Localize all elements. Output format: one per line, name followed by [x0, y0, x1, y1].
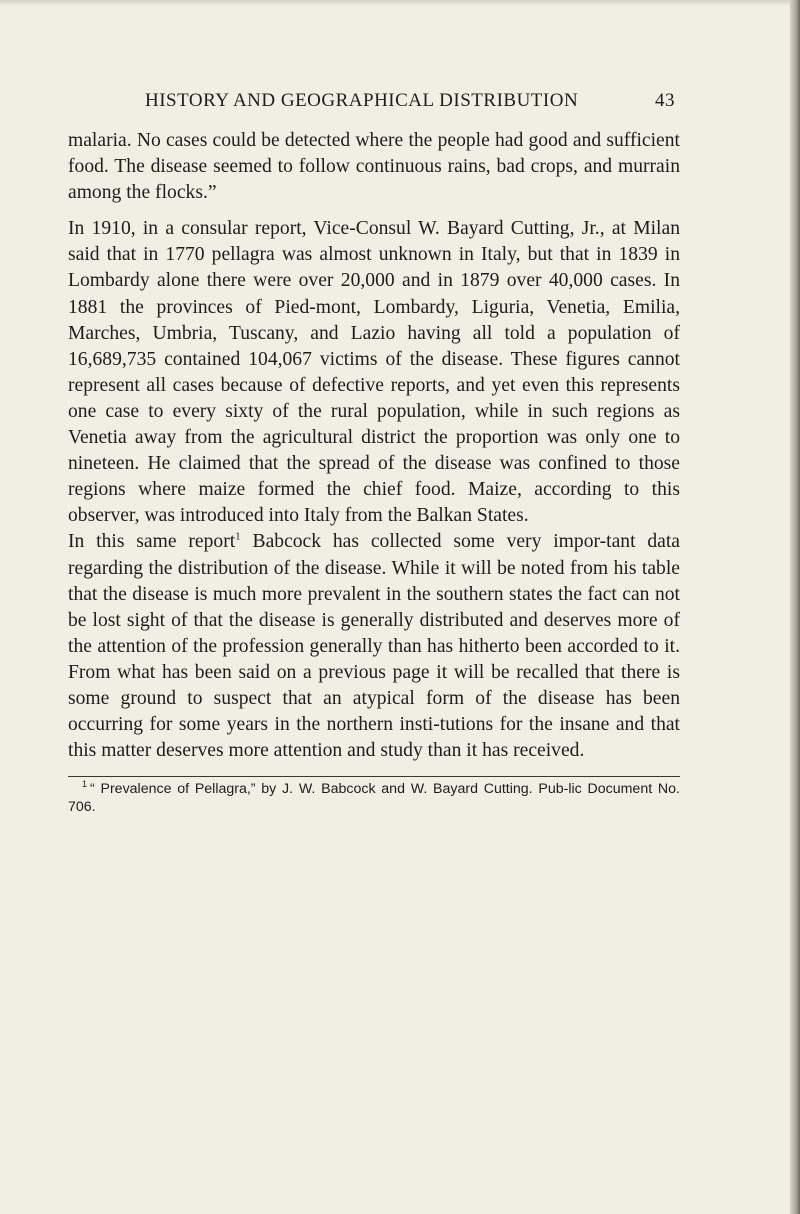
paragraph-continued: malaria. No cases could be detected where the people had good and sufficient food. The disease seemed to follow continuous rains, bad crops, and murrain among the flocks.”	[68, 130, 680, 204]
footnote-mark: 1	[82, 779, 88, 790]
paragraph-babcock	[68, 529, 680, 764]
page-number: 43	[655, 90, 675, 111]
running-head	[145, 90, 675, 118]
paragraph-consular-report	[68, 216, 680, 529]
running-head-title: HISTORY AND GEOGRAPHICAL DISTRIBUTION	[145, 90, 579, 111]
footnote-text: “ Prevalence of Pellagra,” by J. W. Babcock and W. Bayard Cutting. Pub-lic Document No. 706.	[68, 781, 680, 815]
paragraph-babcock-start: In this same report	[68, 531, 236, 553]
footnote-reference: 1	[235, 530, 241, 543]
body-text	[68, 128, 680, 764]
footnote	[68, 780, 680, 816]
paragraph-babcock-rest: Babcock has collected some very impor-tant data regarding the distribution of the disease. While it will be noted from his table that the disease is much more prevalent in the southern states the fact can not be lost sight of that the disease is generally distributed and deserves more of the attention of the profession generally than has hitherto been accorded to it. From what has been said on a previous page it will be recalled that there is some ground to suspect that an atypical form of the disease has been occurring for some years in the northern insti-tutions for the insane and that this matter deserves more attention and study than it has received.	[68, 531, 680, 762]
page-top-edge	[0, 0, 800, 6]
footnote-divider	[68, 776, 680, 777]
paragraph-consular-report-text: In 1910, in a consular report, Vice-Consul W. Bayard Cutting, Jr., at Milan said that in 1770 pellagra was almost unknown in Italy, but that in 1839 in Lombardy alone there were over 20,000 and in 1879 over 40,000 cases. In 1881 the provinces of Pied-mont, Lombardy, Liguria, Venetia, Emilia, Marches, Umbria, Tuscany, and Lazio having all told a population of 16,689,735 contained 104,067 victims of the disease. These figures cannot represent all cases because of defective reports, and yet even this represents one case to every sixty of the rural population, while in such regions as Venetia away from the agricultural district the proportion was only one to nineteen. He claimed that the spread of the disease was confined to those regions where maize formed the chief food. Maize, according to this observer, was introduced into Italy from the Balkan States.	[68, 218, 680, 527]
page-right-edge	[790, 0, 800, 1214]
